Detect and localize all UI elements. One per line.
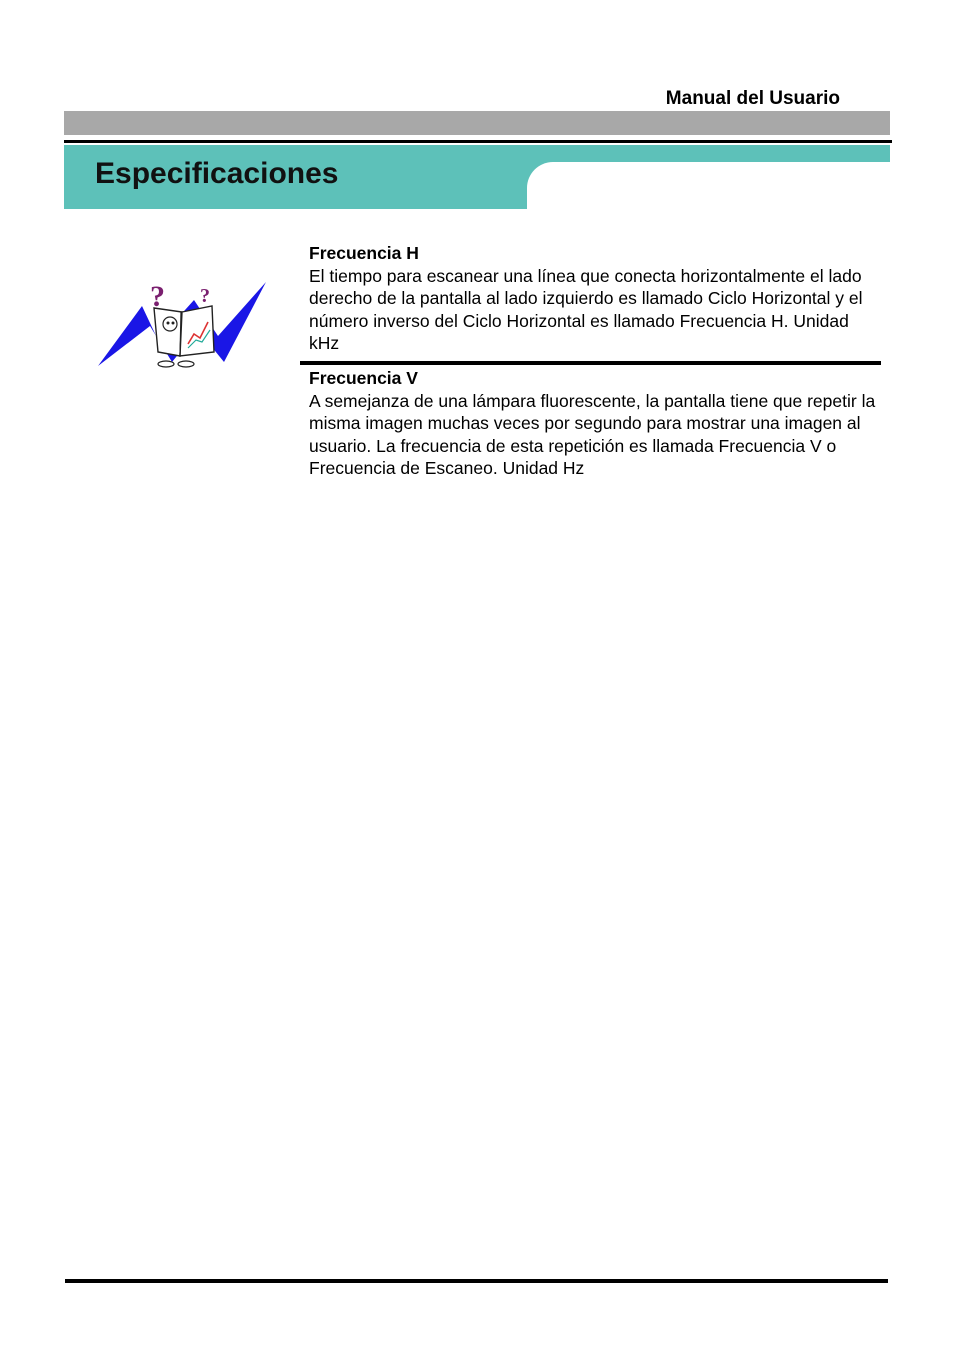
page-title: Especificaciones xyxy=(95,157,339,190)
definition-frecuencia-h xyxy=(309,242,879,355)
question-book-icon xyxy=(96,278,268,370)
entry-divider xyxy=(300,361,881,365)
header-gray-bar xyxy=(64,111,890,135)
header-rule xyxy=(64,140,892,143)
manual-title: Manual del Usuario xyxy=(665,88,840,109)
section-banner-notch xyxy=(527,162,890,209)
svg-text:?: ? xyxy=(150,280,165,313)
term-title: Frecuencia H xyxy=(309,243,419,263)
term-definition: El tiempo para escanear una línea que conecta horizontalmente el lado derecho de la pantalla al lado izquierdo es llamado Ciclo Horizontal y el número inverso del Ciclo Horizontal es llamado Frecuencia H. Unidad kHz xyxy=(309,265,863,354)
definition-frecuencia-v xyxy=(309,367,879,480)
footer-rule xyxy=(65,1279,888,1283)
term-title: Frecuencia V xyxy=(309,368,418,388)
svg-text:?: ? xyxy=(200,285,210,307)
term-definition: A semejanza de una lámpara fluorescente, la pantalla tiene que repetir la misma imagen muchas veces por segundo para mostrar una imagen al usuario. La frecuencia de esta repetición es llamada Frecuencia V o Frecuencia de Escaneo. Unidad Hz xyxy=(309,390,876,479)
